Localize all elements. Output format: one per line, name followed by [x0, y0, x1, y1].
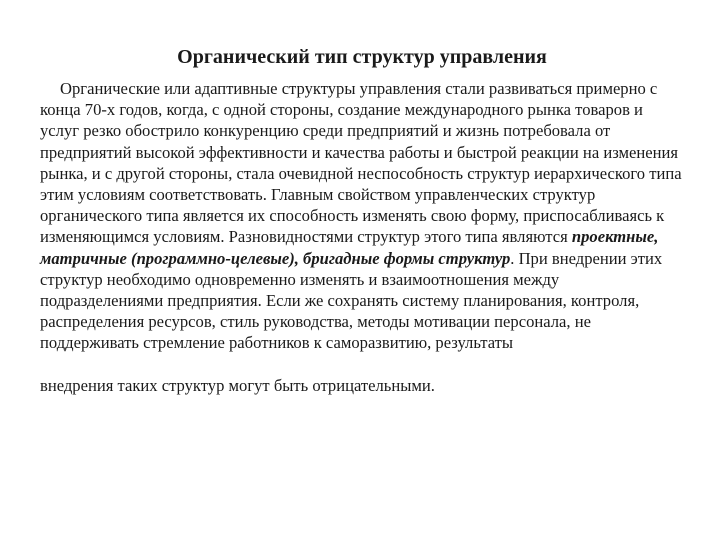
- body-lead-text: Органические или адаптивные структуры управления стали развиваться примерно с конца 70-х годов, когда, с одной стороны, создание международного рынка товаров и услуг резко обострило конкуренцию среди предприятий и жизнь потребовала от предприятий высокой эффективности и качества работы и быстрой реакции на изменения рынка, и с другой стороны, стала очевидной неспособность структур иерархического типа этим условиям соответствовать. Главным свойством управленческих структур органического типа является их способность изменять свою форму, приспосабливаясь к изменяющимся условиям. Разновидностями структур этого типа являются: [40, 79, 682, 247]
- body-paragraph: [40, 78, 684, 354]
- body-rest-text: . При внедрении этих структур необходимо одновременно изменять и взаимоотношения между подразделениями предприятия. Если же сохранять систему планирования, контроля, распределения ресурсов, стиль руководства, методы мотивации персонала, не поддерживать стремление работников к саморазвитию, результаты: [40, 248, 663, 353]
- body-tail-paragraph: внедрения таких структур могут быть отрицательными.: [40, 375, 435, 395]
- document-title: Органический тип структур управления: [177, 46, 547, 68]
- slide-document: [40, 42, 684, 396]
- body-emphasis-text: проектные, матричные (программно-целевые), бригадные формы структур: [40, 227, 659, 268]
